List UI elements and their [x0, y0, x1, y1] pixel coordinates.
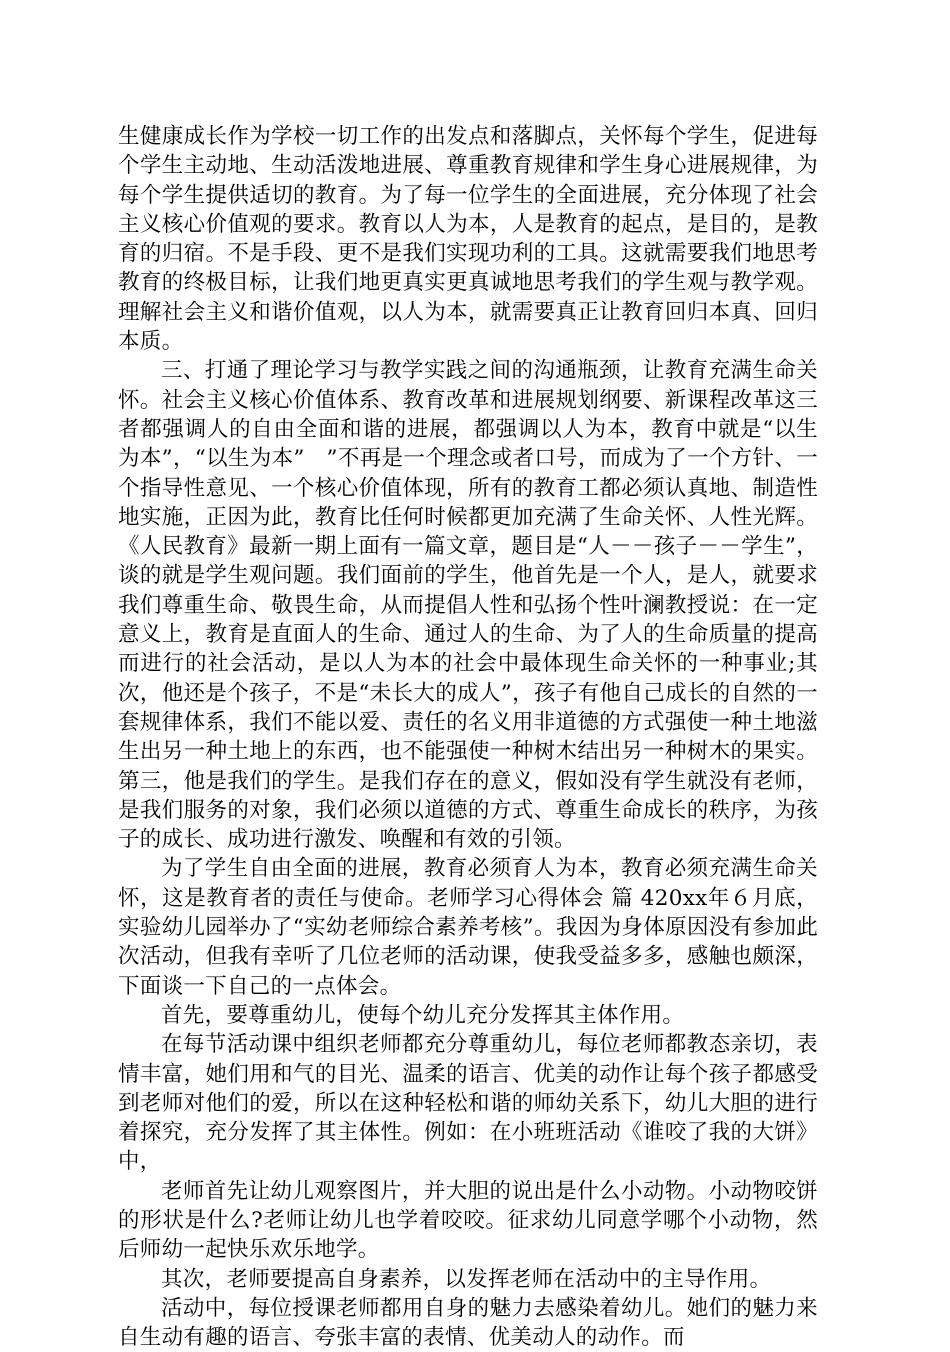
paragraph-1: 生健康成长作为学校一切工作的出发点和落脚点，关怀每个学生，促进每个学生主动地、生动活泼地进展、尊重教育规律和学生身心进展规律，为每个学生提供适切的教育。为了每一位学生的全面进展，充分体现了社会主义核心价值观的要求。教育以人为本，人是教育的起点，是目的，是教育的归宿。不是手段、更不是我们实现功利的工具。这就需要我们地思考教育的终极目标，让我们地更真实更真诚地思考我们的学生观与教学观。理解社会主义和谐价值观，以人为本，就需要真正让教育回归本真、回归本质。: [118, 124, 818, 355]
document-page: [118, 122, 818, 1352]
paragraph-4: 首先，要尊重幼儿，使每个幼儿充分发挥其主体作用。: [161, 1002, 685, 1028]
paragraph-7: 其次，老师要提高自身素养，以发挥老师在活动中的主导作用。: [161, 1266, 772, 1292]
paragraph-6: 老师首先让幼儿观察图片，并大胆的说出是什么小动物。小动物咬饼的形状是什么?老师让幼儿也学着咬咬。征求幼儿同意学哪个小动物，然后师幼一起快乐欢乐地学。: [118, 1178, 818, 1263]
paragraph-2: 三、打通了理论学习与教学实践之间的沟通瓶颈，让教育充满生命关怀。社会主义核心价值体系、教育改革和进展规划纲要、新课程改革这三者都强调人的自由全面和谐的进展，都强调以人为本，教育中就是“以生为本”，“以生为本” ”不再是一个理念或者口号，而成为了一个方针、一个指导性意见、一个核心价值体现，所有的教育工都必须认真地、制造性地实施，正因为此，教育比任何时候都更加充满了生命关怀、人性光辉。《人民教育》最新一期上面有一篇文章，题目是“人－－孩子－－学生”，谈的就是学生观问题。我们面前的学生，他首先是一个人，是人，就要求我们尊重生命、敬畏生命，从而提倡人性和弘扬个性叶澜教授说：在一定意义上，教育是直面人的生命、通过人的生命、为了人的生命质量的提高而进行的社会活动，是以人为本的社会中最体现生命关怀的一种事业;其次，他还是个孩子，不是“未长大的成人”，孩子有他自己成长的自然的一套规律体系，我们不能以爱、责任的名义用非道德的方式强使一种土地滋生出另一种土地上的东西，也不能强使一种树木结出另一种树木的果实。第三，他是我们的学生。是我们存在的意义，假如没有学生就没有老师，是我们服务的对象，我们必须以道德的方式、尊重生命成长的秩序，为孩子的成长、成功进行激发、唤醒和有效的引领。: [118, 358, 818, 853]
paragraph-8: 活动中，每位授课老师都用自身的魅力去感染着幼儿。她们的魅力来自生动有趣的语言、夸张丰富的表情、优美动人的动作。而: [118, 1295, 818, 1351]
paragraph-3: 为了学生自由全面的进展，教育必须育人为本，教育必须充满生命关怀，这是教育者的责任与使命。老师学习心得体会 篇 420xx年６月底，实验幼儿园举办了“实幼老师综合素养考核”。我因为身体原因没有参加此次活动，但我有幸听了几位老师的活动课，使我受益多多，感触也颇深，下面谈一下自己的一点体会。: [118, 856, 818, 999]
paragraph-5: 在每节活动课中组织老师都充分尊重幼儿，每位老师都教态亲切，表情丰富，她们用和气的目光、温柔的语言、优美的动作让每个孩子都感受到老师对他们的爱，所以在这种轻松和谐的师幼关系下，幼儿大胆的进行着探究，充分发挥了其主体性。例如：在小班班活动《谁咬了我的大饼》中，: [118, 1032, 818, 1175]
